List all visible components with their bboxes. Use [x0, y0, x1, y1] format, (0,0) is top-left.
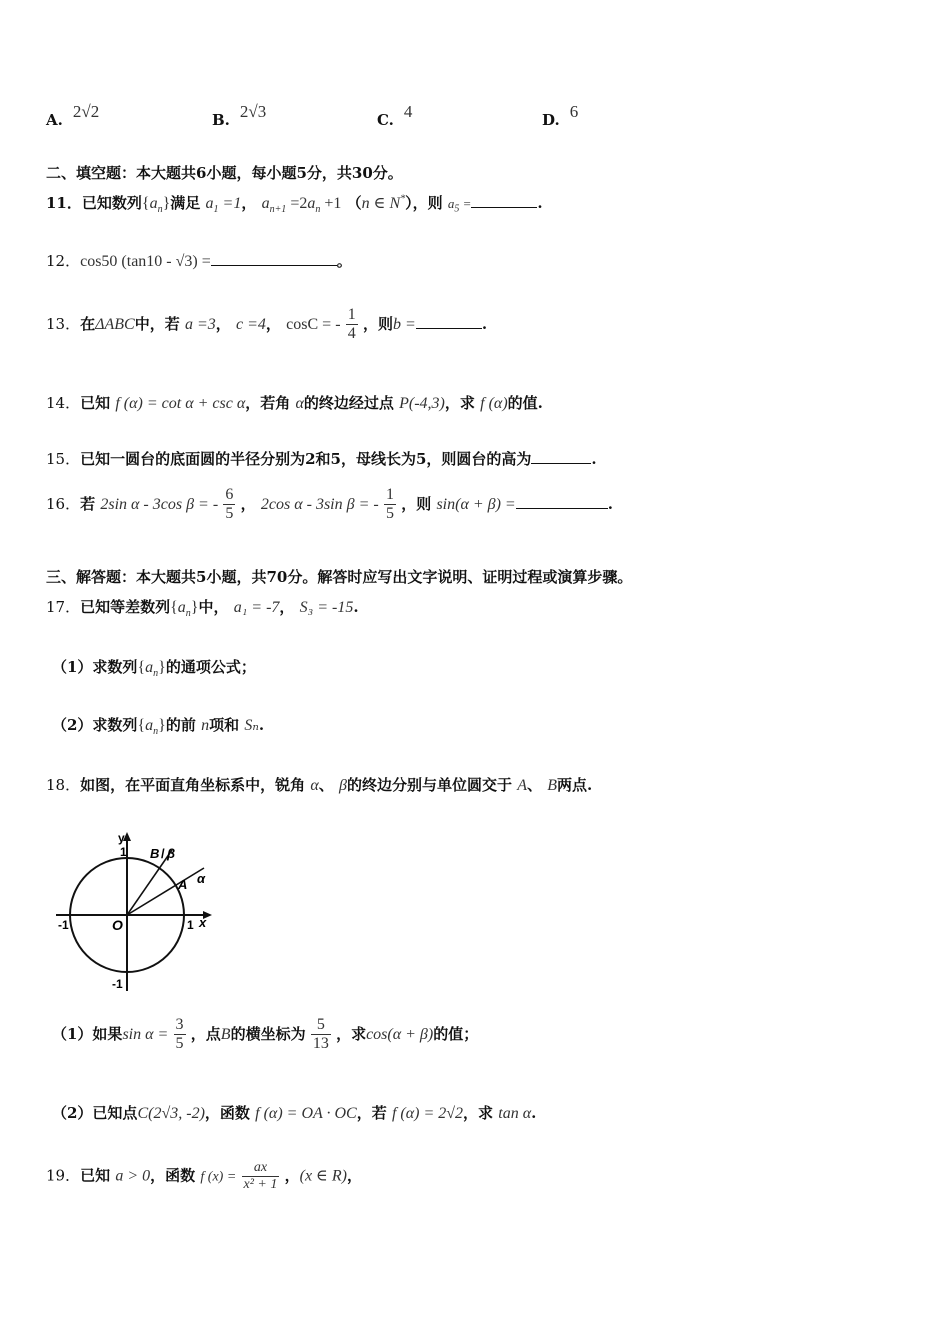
question-17: 17．已知等差数列$\{a_n\}$中， a₁ = -7， S₃ = -15. — [46, 598, 359, 620]
fraction-one-quarter: $\frac{1}{4}$ — [347, 306, 356, 343]
slash-label: / — [161, 846, 165, 861]
origin-label: O — [112, 917, 123, 933]
option-a: A. 2√2 — [46, 102, 100, 129]
question-18-part-2: （2）已知点C(2√3, -2)，函数 f (α) = OA · OC，若 f (α) = 2√2，求 tan α. — [52, 1104, 537, 1122]
question-17-part-2: （2）求数列$\{a_n\}$的前 n项和 Sₙ. — [52, 716, 265, 738]
question-13: 13．在ΔABC中，若 a =3， c =4， cosC = - $\frac{1}{4}$ ，则b = . — [46, 306, 488, 343]
question-18: 18．如图，在平面直角坐标系中，锐角 α、 β的终边分别与单位圆交于 A、 B两点. — [46, 776, 593, 794]
tick-label-1-right: 1 — [187, 918, 194, 932]
option-c-value: 4 — [403, 102, 413, 121]
axis-label-y: y — [118, 831, 125, 845]
question-19: 19．已知 a > 0，函数 f (x) = $\frac{ax}{\text{x² + 1}}$ ，(x ∈ R)， — [46, 1160, 362, 1193]
unit-circle-figure — [52, 826, 222, 996]
question-17-part-1: （1）求数列$\{a_n\}$的通项公式； — [52, 658, 256, 680]
tick-label-neg1-bottom: -1 — [112, 977, 123, 991]
question-11: 11．已知数列$\{a_n\}$满足 $a_1 =1$， $a_{n+1} =2a_n +1$ （n ∈ N*），则 $a_5$ = . — [46, 193, 543, 216]
option-d-value: 6 — [569, 102, 579, 121]
ray-alpha — [127, 868, 204, 915]
question-14: 14．已知 f (α) = cot α + csc α，若角 α的终边经过点 P(-4,3)，求 f (α)的值. — [46, 394, 543, 412]
section-3-heading: 三、解答题：本大题共5小题，共70分。解答时应写出文字说明、证明过程或演算步骤。 — [46, 568, 633, 586]
question-12: 12．cos50 (tan10 - √3) = 。 — [46, 252, 352, 270]
point-label-b: B — [150, 846, 160, 861]
axis-label-x: x — [199, 915, 207, 930]
question-15: 15．已知一圆台的底面圆的半径分别为2和5，母线长为5，则圆台的高为 . — [46, 450, 597, 468]
angle-label-beta: β — [167, 846, 176, 861]
point-label-a: A — [178, 877, 188, 892]
tick-label-1-top: 1 — [120, 845, 127, 859]
option-b-value: 2√3 — [239, 102, 267, 121]
tick-label-neg1-left: -1 — [58, 918, 69, 932]
option-a-value: 2√2 — [72, 102, 100, 121]
section-2-heading: 二、填空题：本大题共6小题，每小题5分，共30分。 — [46, 164, 403, 182]
option-c: C. 4 — [377, 102, 413, 129]
question-18-part-1: （1）如果sin α = $\frac{3}{5}$ ，点B的横坐标为 $\frac{5}{13}$ ，求cos(α + β)的值； — [52, 1016, 479, 1053]
option-d: D. 6 — [542, 102, 579, 129]
question-16: 16．若 2sin α - 3cos β = - $\frac{6}{5}$ ， 2cos α - 3sin β = - $\frac{1}{5}$ ，则 sin(α + β) = . — [46, 486, 613, 523]
angle-label-alpha: α — [197, 871, 206, 886]
option-b: B. 2√3 — [212, 102, 267, 129]
